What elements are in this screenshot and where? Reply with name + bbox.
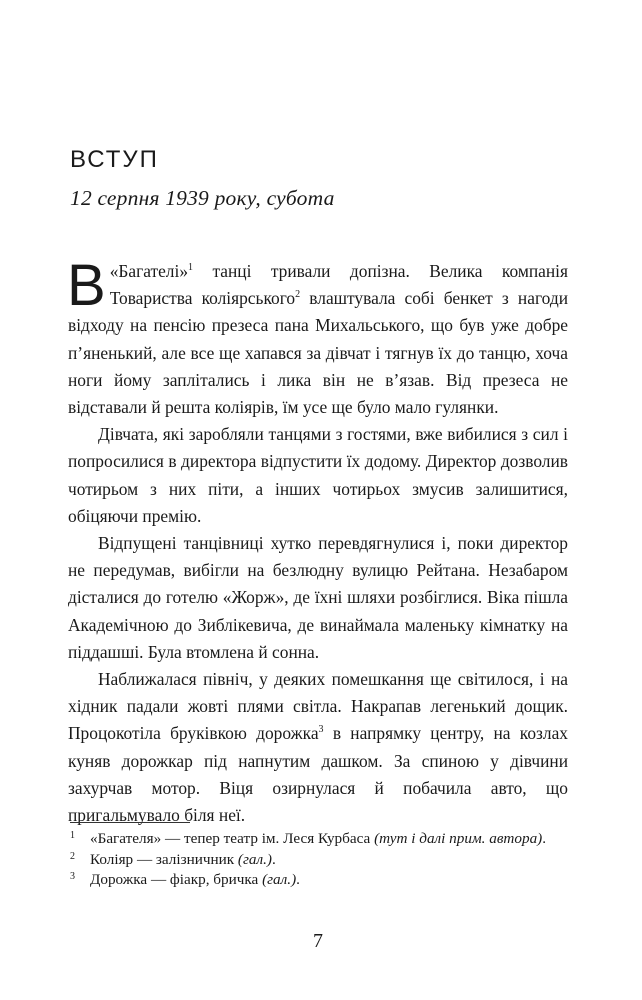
footnote-number: 3 [70,871,75,882]
paragraph-4-text-a: Наближалася північ, у деяких помешкання ще світилося, і на хідник падали жовті плями світла. Накрапав легенький дощик. Процокотіла бруківкою дорожка [68,669,568,744]
footnotes [70,829,566,891]
paragraph-1-text-c: влаштувала собі бенкет з нагоди відходу на пенсію презеса пана Михальського, що був уже добре п’яненький, але все ще хапався за дівчат і тягнув їх до танцю, хоча ноги йому заплітались і лика він не в’язав. Від презеса не відставали й решта коліярів, їм усе ще було мало гулянки. [68,288,569,418]
page-number: 7 [313,930,323,952]
footnote-italic: (тут і далі прим. автора) [374,830,543,847]
book-page [68,0,568,1000]
footnote-divider [70,822,190,823]
footnote-ref-2: 2 [295,289,301,301]
paragraph-1-text-b: танці тривали допізна. Велика компанія Товариства коліярського [109,261,568,309]
footnote-text: «Багателя» — тепер театр ім. Леся Курбаса [90,830,375,847]
footnote-italic: (гал.) [237,850,272,868]
paragraph-4-text-b: в напрямку центру, на козлах куняв дорожкар під напнутим дашком. За спиною у дівчини захурчав мотор. Віця озирнулася й побачила авто, що пригальмувало біля неї. [68,723,568,826]
footnote-text: Дорожка — фіакр, бричка [90,871,263,888]
footnote-1 [70,829,566,850]
footnote-italic: (гал.) [262,871,297,888]
paragraph-1 [67,253,569,421]
chapter-heading: ВСТУП [70,146,159,173]
footnote-text: Коліяр — залізничник [90,850,238,868]
paragraph-4 [68,666,568,829]
footnote-number: 1 [70,830,75,841]
footnote-number: 2 [70,850,75,862]
footnote-ref-1: 1 [188,262,194,273]
chapter-body [67,253,569,829]
footnote-2 [70,850,566,871]
footnote-ref-3: 3 [318,724,324,736]
drop-cap: В [67,253,106,318]
footnote-3 [70,870,566,891]
chapter-date-line: 12 серпня 1939 року, субота [70,186,335,210]
paragraph-2: Дівчата, які заробляли танцями з гостями, вже вибилися з сил і попросилися в директора відпустити їх додому. Директор дозволив чотирьом з них піти, а інших чотирьох змусив залишитися, обіцяючи премію. [68,424,568,526]
footnote-tail: . [542,830,547,847]
footnote-tail: . [296,871,300,888]
paragraph-1-text-a: «Багателі» [109,261,189,281]
paragraph-3: Відпущені танцівниці хутко перевдягнулися і, поки директор не передумав, вибігли на безлюдну вулицю Рейтана. Незабаром дісталися до готелю «Жорж», де їхні шляхи розбіглися. Віка пішла Академічною до Зиблікевича, де винаймала маленьку кімнатку на піддашші. Була втомлена й сонна. [68,533,568,662]
footnote-tail: . [271,850,276,868]
